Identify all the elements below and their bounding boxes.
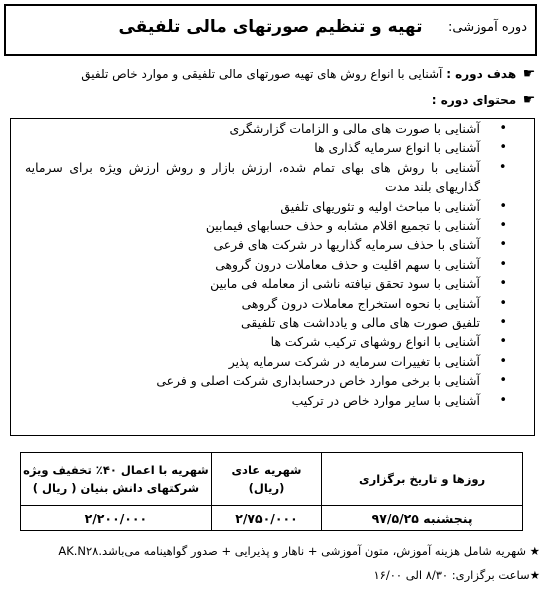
course-title-box bbox=[4, 4, 537, 56]
pointing-hand-icon: ☛ bbox=[522, 66, 536, 82]
content-item: • آشنایی با برخی موارد خاص درحسابداری شرکت اصلی و فرعی bbox=[11, 371, 534, 390]
tuition-note: ★ شهریه شامل هزینه آموزش، متون آموزشی + ناهار و پذیرایی + صدور گواهینامه می‌باشد.AK.N۲۸ bbox=[58, 544, 540, 558]
fees-header-row bbox=[21, 453, 523, 506]
discount-fee-header: شهریه با اعمال ۴۰٪ تخفیف ویژه شرکتهای دانش بنیان ( ریال ) bbox=[21, 453, 212, 506]
content-item: • آشنای با حذف سرمایه گذاریها در شرکت های فرعی bbox=[11, 235, 534, 254]
goal-label: هدف دوره : bbox=[446, 67, 517, 81]
content-item: • آشنایی با روش های بهای تمام شده، ارزش بازار و روش ارزش ویژه برای سرمایه گذاریهای بلند مدت bbox=[11, 158, 534, 197]
dates-cell: پنجشنبه ۹۷/۵/۲۵ bbox=[322, 506, 523, 531]
content-item: • آشنایی با انواع روشهای ترکیب شرکت ها bbox=[11, 332, 534, 351]
content-item: • آشنایی با سود تحقق نیافته ناشی از معامله فی مابین bbox=[11, 274, 534, 293]
course-title: تهیه و تنظیم صورتهای مالی تلفیقی bbox=[118, 17, 423, 37]
content-label: محتوای دوره : bbox=[431, 93, 517, 107]
content-list bbox=[11, 119, 534, 410]
content-item: • آشنایی با مباحث اولیه و تئوریهای تلفیق bbox=[11, 197, 534, 216]
dates-header: روزها و تاریخ برگزاری bbox=[322, 453, 523, 506]
discount-fee-cell: ۲/۲۰۰/۰۰۰ bbox=[21, 506, 212, 531]
fees-table bbox=[20, 452, 523, 531]
content-item: • آشنایی با صورت های مالی و الزامات گزارشگری bbox=[11, 119, 534, 138]
content-item: • آشنایی با تغییرات سرمایه در شرکت سرمایه پذیر bbox=[11, 352, 534, 371]
goal-text: آشنایی با انواع روش های تهیه صورتهای مالی تلفیقی و موارد خاص تلفیق bbox=[81, 67, 443, 81]
fees-row bbox=[21, 506, 523, 531]
regular-fee-cell: ۲/۷۵۰/۰۰۰ bbox=[211, 506, 321, 531]
pointing-hand-icon: ☛ bbox=[522, 92, 536, 108]
content-row bbox=[432, 92, 538, 108]
content-item: • آشنایی با نحوه استخراج معاملات درون گروهی bbox=[11, 294, 534, 313]
content-item: • آشنایی با انواع سرمایه گذاری ها bbox=[11, 138, 534, 157]
goal-row bbox=[81, 66, 538, 82]
time-note: ★ساعت برگزاری: ۸/۳۰ الی ۱۶/۰۰ bbox=[373, 568, 540, 582]
content-item: • تلفیق صورت های مالی و یادداشت های تلفیقی bbox=[11, 313, 534, 332]
content-box bbox=[10, 118, 535, 436]
content-item: • آشنایی با سایر موارد خاص در ترکیب bbox=[11, 391, 534, 410]
content-item: • آشنایی با تجمیع اقلام مشابه و حذف حسابهای فیمابین bbox=[11, 216, 534, 235]
course-label: دوره آموزشی: bbox=[448, 20, 527, 35]
regular-fee-header: شهریه عادی (ریال) bbox=[211, 453, 321, 506]
content-item: • آشنایی با سهم اقلیت و حذف معاملات درون گروهی bbox=[11, 255, 534, 274]
